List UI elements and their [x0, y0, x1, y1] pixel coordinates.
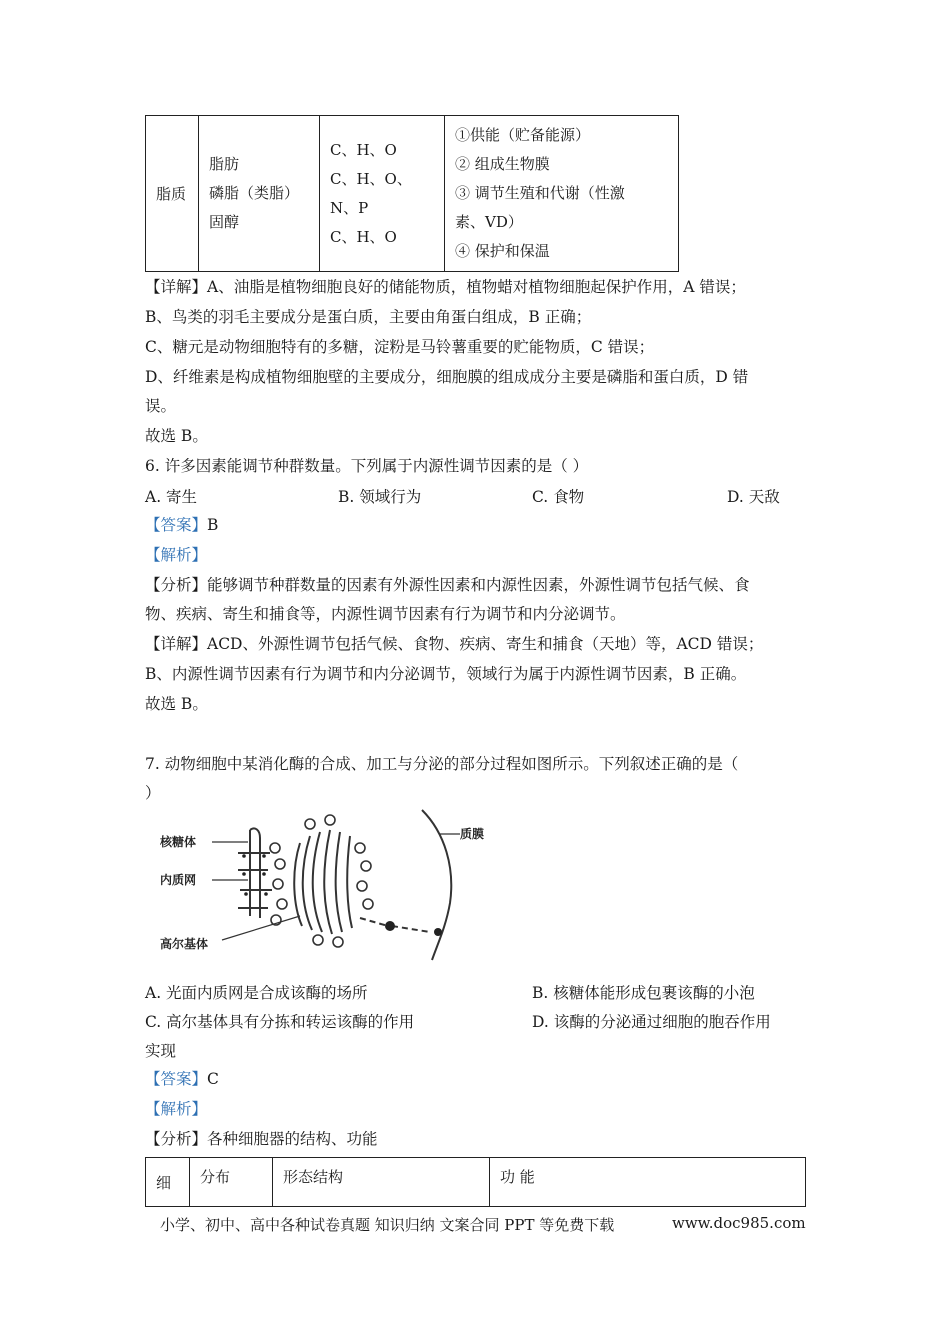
- q6-option-d: D. 天敌: [727, 488, 780, 506]
- q6-detail-line-1: 【详解】ACD、外源性调节包括气候、食物、疾病、寄生和捕食（天地）等，ACD 错误；: [145, 635, 764, 653]
- q5-detail-line-5: 误。: [145, 397, 177, 415]
- q6-answer: [145, 515, 218, 535]
- label-ribosome: 核糖体: [160, 835, 197, 849]
- footer-text: 小学、初中、高中各种试卷真题 知识归纳 文案合同 PPT 等免费下载: [160, 1216, 615, 1234]
- answer-value: B: [207, 516, 219, 534]
- q7-option-d-cont: 实现: [145, 1042, 177, 1060]
- q5-detail-line-2: B、鸟类的羽毛主要成分是蛋白质，主要由角蛋白组成，B 正确；: [145, 308, 592, 326]
- q5-detail-line-3: C、糖元是动物细胞特有的多糖，淀粉是马铃薯重要的贮能物质，C 错误；: [145, 338, 655, 356]
- q6-option-b: B. 领域行为: [338, 488, 422, 506]
- organelle-table: [145, 1157, 806, 1207]
- lipid-types: 脂肪 磷脂（类脂） 固醇: [199, 116, 320, 272]
- cell-diagram: [160, 808, 490, 963]
- q5-conclusion: 故选 B。: [145, 427, 208, 445]
- organelle-header-cell: 功 能: [490, 1158, 806, 1207]
- q6-option-c: C. 食物: [532, 488, 585, 506]
- footer-url[interactable]: www.doc985.com: [672, 1214, 806, 1232]
- q5-detail-line-4: D、纤维素是构成植物细胞壁的主要成分，细胞膜的组成成分主要是磷脂和蛋白质，D 错: [145, 368, 749, 386]
- q7-stem-line-2: ）: [145, 784, 161, 802]
- cell-secretion-figure: [160, 808, 490, 963]
- lipid-functions: ①供能（贮备能源） ② 组成生物膜 ③ 调节生殖和代谢（性激 素、VD） ④ 保护和保温: [445, 116, 679, 272]
- q6-analysis-tag: 【解析】: [145, 546, 208, 564]
- label-membrane: 质膜: [460, 827, 485, 841]
- page-footer: [160, 1214, 806, 1235]
- answer-tag: 【答案】: [145, 1070, 208, 1088]
- secretory-vesicle: [385, 921, 395, 931]
- q7-option-d: D. 该酶的分泌通过细胞的胞吞作用: [532, 1013, 771, 1031]
- q5-detail-line-1: 【详解】A、油脂是植物细胞良好的储能物质，植物蜡对植物细胞起保护作用，A 错误；: [145, 278, 746, 296]
- q7-analysis-line: 【分析】各种细胞器的结构、功能: [145, 1130, 378, 1148]
- q6-stem: 6. 许多因素能调节种群数量。下列属于内源性调节因素的是（ ）: [145, 457, 589, 475]
- q7-answer: [145, 1069, 219, 1089]
- q6-detail-line-2: B、内源性调节因素有行为调节和内分泌调节，领域行为属于内源性调节因素，B 正确。: [145, 665, 747, 683]
- q7-option-b: B. 核糖体能形成包裹该酶的小泡: [532, 984, 755, 1002]
- organelle-header-cell: 分布: [190, 1158, 273, 1207]
- q6-option-a: A. 寄生: [145, 488, 198, 506]
- q6-analysis-line-2: 物、疾病、寄生和捕食等，内源性调节因素有行为调节和内分泌调节。: [145, 605, 626, 623]
- plasma-membrane-shape: [422, 810, 451, 960]
- q6-conclusion: 故选 B。: [145, 695, 208, 713]
- organelle-header-cell: 细: [146, 1158, 190, 1207]
- label-golgi: 高尔基体: [160, 937, 209, 951]
- q7-analysis-tag: 【解析】: [145, 1100, 208, 1118]
- table-row: [146, 1158, 806, 1207]
- lipid-elements: C、H、O C、H、O、 N、P C、H、O: [320, 116, 445, 272]
- lipid-table: [145, 115, 679, 272]
- label-er: 内质网: [160, 873, 197, 887]
- q7-stem-line-1: 7. 动物细胞中某消化酶的合成、加工与分泌的部分过程如图所示。下列叙述正确的是（: [145, 755, 739, 773]
- q7-option-c: C. 高尔基体具有分拣和转运该酶的作用: [145, 1013, 415, 1031]
- answer-tag: 【答案】: [145, 516, 208, 534]
- answer-value: C: [207, 1070, 219, 1088]
- q7-option-a: A. 光面内质网是合成该酶的场所: [145, 984, 368, 1002]
- organelle-header-cell: 形态结构: [273, 1158, 490, 1207]
- lipid-category: 脂质: [146, 116, 199, 272]
- q6-analysis-line-1: 【分析】能够调节种群数量的因素有外源性因素和内源性因素，外源性调节包括气候、食: [145, 576, 750, 594]
